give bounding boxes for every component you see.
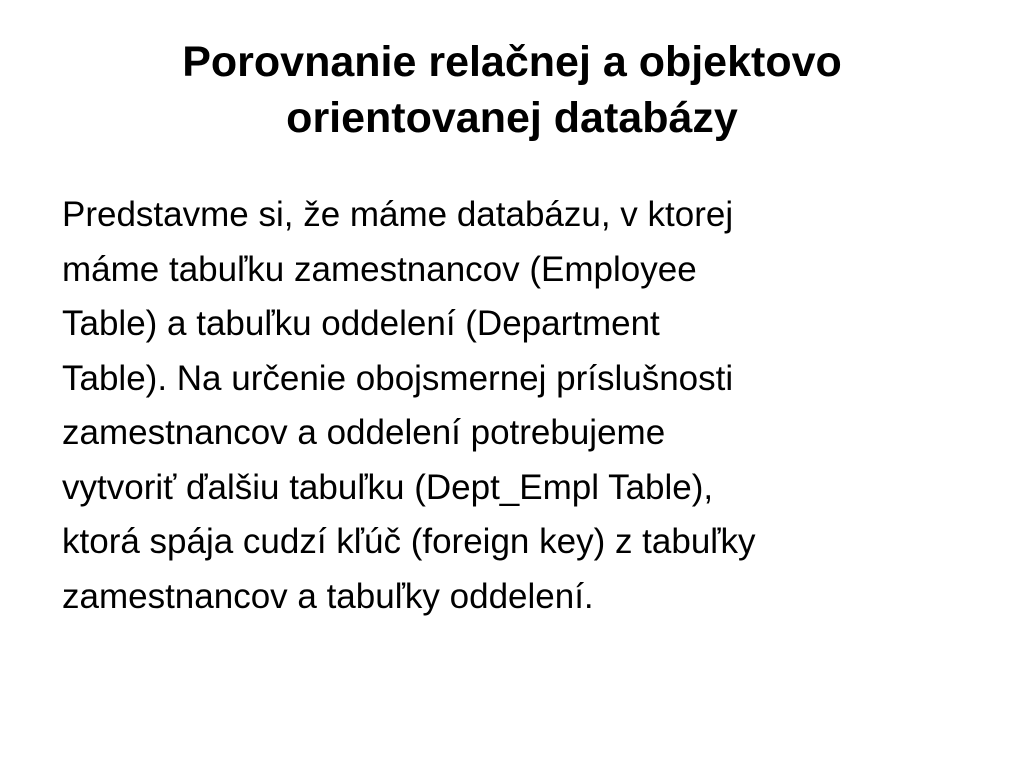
body-text-line: zamestnancov a oddelení potrebujeme xyxy=(62,413,666,452)
slide-title xyxy=(40,34,984,146)
body-text-line: zamestnancov a tabuľky oddelení. xyxy=(62,576,594,616)
body-text-line: máme tabuľku zamestnancov (Employee xyxy=(62,249,697,289)
body-text-line: Predstavme si, že máme databázu, v ktorej xyxy=(62,195,734,234)
body-text-line: Table). Na určenie obojsmernej príslušnosti xyxy=(62,358,734,398)
slide-title-line: Porovnanie relačnej a objektovo xyxy=(182,38,842,86)
slide-title-line: orientovanej databázy xyxy=(286,94,738,142)
body-text-line: Table) a tabuľku oddelení (Department xyxy=(62,304,660,343)
body-text-line: vytvoriť ďalšiu tabuľku (Dept_Empl Table), xyxy=(62,467,714,507)
slide-body-text xyxy=(62,188,982,624)
body-text-line: ktorá spája cudzí kľúč (foreign key) z tabuľky xyxy=(62,522,756,561)
